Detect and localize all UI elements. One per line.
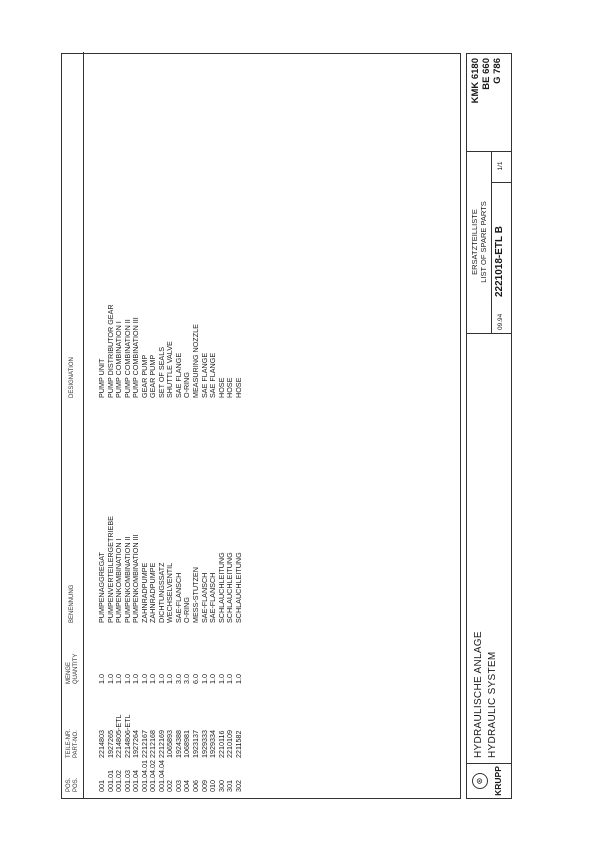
- table-cell-qty: 6.0: [191, 674, 201, 684]
- table-cell-qty: 1.0: [131, 674, 141, 684]
- table-cell-en: GEAR PUMP: [148, 354, 158, 398]
- model-code-3: G 786: [492, 58, 503, 84]
- table-cell-part: 2214803: [97, 730, 106, 758]
- table-cell-en: SET OF SEALS: [156, 347, 166, 398]
- table-cell-qty: 1.0: [122, 674, 132, 684]
- header-en-text: DESIGNATION: [69, 357, 75, 398]
- krupp-rings-icon: ⊛: [472, 773, 488, 789]
- table-cell-part: 2211582: [233, 730, 243, 758]
- table-cell-pos: 001.03: [122, 770, 132, 792]
- table-cell-en: GEAR PUMP: [139, 354, 149, 398]
- table-cell-en: HOSE: [216, 377, 226, 398]
- column-quantity: [98, 674, 243, 684]
- table-cell-qty: 1.0: [114, 674, 124, 684]
- system-description: [472, 631, 500, 758]
- table-cell-pos: 001.04.04: [156, 760, 166, 792]
- table-cell-part: 1923137: [191, 730, 201, 758]
- table-cell-de: PUMPENKOMBINATION I: [114, 538, 124, 623]
- table-cell-de: SAE-FLANSCH: [173, 572, 183, 623]
- table-cell-de: SAE-FLANSCH: [199, 572, 209, 623]
- table-cell-pos: 001.02: [114, 770, 124, 792]
- issue-date: 09.94: [497, 313, 504, 330]
- description-en: HYDRAULIC SYSTEM: [487, 651, 498, 758]
- table-cell-pos: 004: [182, 780, 192, 792]
- table-cell-qty: 3.0: [173, 674, 183, 684]
- page-number: 1/1: [491, 150, 511, 183]
- table-cell-part: 1068981: [182, 730, 192, 758]
- krupp-logo: [467, 763, 511, 798]
- document-number: 2221018-ETL B: [494, 226, 505, 297]
- table-cell-pos: 301: [225, 780, 235, 792]
- table-cell-pos: 006: [191, 780, 201, 792]
- table-cell-de: SCHLAUCHLEITUNG: [216, 552, 226, 623]
- column-benennung: [98, 516, 243, 623]
- header-part-de: TEILE-NR.: [66, 728, 72, 758]
- table-cell-part: 2210109: [225, 730, 235, 758]
- table-cell-part: 1929334: [208, 730, 218, 758]
- table-cell-en: PUMP COMBINATION III: [131, 317, 141, 398]
- table-cell-part: 1065893: [165, 730, 175, 758]
- header-benennung: [69, 585, 76, 623]
- model-codes: [467, 54, 511, 152]
- table-cell-qty: 3.0: [182, 674, 192, 684]
- table-cell-part: 1929333: [199, 730, 209, 758]
- table-cell-de: SCHLAUCHLEITUNG: [225, 552, 235, 623]
- table-cell-de: SAE-FLANSCH: [208, 572, 218, 623]
- list-info: [467, 151, 511, 334]
- column-part-no: [98, 714, 243, 758]
- table-cell-pos: 001.01: [105, 770, 115, 792]
- model-code-1: KMK 6180: [470, 58, 481, 104]
- table-cell-qty: 1.0: [139, 674, 149, 684]
- table-cell-part: 2214806-ETL: [122, 714, 132, 758]
- list-title-en: LIST OF SPARE PARTS: [479, 201, 488, 283]
- table-cell-en: SAE FLANGE: [199, 352, 209, 398]
- header-divider: [83, 52, 84, 798]
- table-cell-pos: 001.04.02: [148, 760, 158, 792]
- table-cell-part: 2212168: [148, 730, 158, 758]
- table-cell-en: PUMP UNIT: [97, 358, 106, 398]
- table-cell-en: O-RING: [182, 372, 192, 398]
- table-cell-qty: 1.0: [105, 674, 115, 684]
- table-cell-en: SAE FLANGE: [173, 352, 183, 398]
- table-cell-pos: 001: [97, 780, 106, 792]
- list-title-de: ERSATZTEILLISTE: [470, 209, 479, 275]
- spare-parts-sheet: [61, 39, 535, 799]
- table-cell-pos: 010: [208, 780, 218, 792]
- table-cell-pos: 003: [173, 780, 183, 792]
- table-cell-de: ZAHNRADPUMPE: [148, 562, 158, 623]
- table-cell-de: O-RING: [182, 597, 192, 623]
- table-cell-en: PUMP DISTRIBUTOR GEAR: [105, 304, 115, 398]
- table-cell-en: HOSE: [233, 377, 243, 398]
- table-cell-de: PUMPENKOMBINATION II: [122, 536, 132, 623]
- header-designation: [69, 357, 76, 398]
- header-de-text: BENENNUNG: [69, 584, 75, 623]
- table-cell-pos: 300: [216, 780, 226, 792]
- table-cell-en: SHUTTLE VALVE: [165, 341, 175, 398]
- header-qty-en: QUANTITY: [73, 653, 79, 684]
- table-cell-pos: 302: [233, 780, 243, 792]
- table-cell-part: 1927264: [131, 730, 141, 758]
- table-cell-part: 2212167: [139, 730, 149, 758]
- header-part-en: PART-NO.: [73, 730, 79, 758]
- table-cell-en: SAE FLANGE: [208, 352, 218, 398]
- brand-name: KRUPP: [493, 766, 503, 796]
- table-cell-de: SCHLAUCHLEITUNG: [233, 552, 243, 623]
- table-cell-de: PUMPENVERTEILERGETRIEBE: [105, 516, 115, 623]
- table-cell-en: MEASURING NOZZLE: [191, 324, 201, 398]
- table-cell-qty: 1.0: [156, 674, 166, 684]
- table-cell-de: DICHTUNGSSATZ: [156, 562, 166, 623]
- title-block: [466, 53, 512, 799]
- header-pos-en: POS.: [73, 777, 79, 792]
- description-de: HYDRAULISCHE ANLAGE: [473, 631, 484, 758]
- table-cell-qty: 1.0: [165, 674, 175, 684]
- table-cell-qty: 1.0: [199, 674, 209, 684]
- table-cell-pos: 001.04: [131, 770, 141, 792]
- table-cell-de: PUMPENKOMBINATION III: [131, 534, 141, 623]
- column-pos: [98, 760, 243, 792]
- table-cell-de: MESS-STUTZEN: [191, 567, 201, 623]
- table-cell-de: PUMPENAGGREGAT: [97, 552, 106, 623]
- table-cell-pos: 002: [165, 780, 175, 792]
- table-cell-qty: 1.0: [225, 674, 235, 684]
- table-cell-part: 1924388: [173, 730, 183, 758]
- table-cell-de: ZAHNRADPUMPE: [139, 562, 149, 623]
- table-cell-part: 2210116: [216, 730, 226, 758]
- table-cell-part: 2214805-ETL: [114, 714, 124, 758]
- table-cell-de: WECHSELVENTIL: [165, 562, 175, 623]
- header-quantity: [66, 654, 80, 684]
- table-cell-qty: 1.0: [148, 674, 158, 684]
- table-cell-part: 2212169: [156, 730, 166, 758]
- table-cell-pos: 001.04.01: [139, 760, 149, 792]
- table-cell-qty: 1.0: [233, 674, 243, 684]
- table-cell-en: HOSE: [225, 377, 235, 398]
- table-cell-part: 1927265: [105, 730, 115, 758]
- table-cell-pos: 009: [199, 780, 209, 792]
- parts-table-frame: [61, 53, 461, 799]
- table-cell-en: PUMP COMBINATION I: [114, 321, 124, 398]
- header-pos: [66, 778, 80, 792]
- table-cell-qty: 1.0: [97, 674, 106, 684]
- table-cell-qty: 1.0: [216, 674, 226, 684]
- header-qty-de: MENGE: [66, 661, 72, 684]
- table-cell-en: PUMP COMBINATION II: [122, 319, 132, 398]
- table-cell-qty: 1.0: [208, 674, 218, 684]
- column-designation: [98, 304, 243, 398]
- header-pos-de: POS.: [66, 777, 72, 792]
- header-part: [66, 729, 80, 758]
- model-code-2: BE 660: [481, 58, 492, 90]
